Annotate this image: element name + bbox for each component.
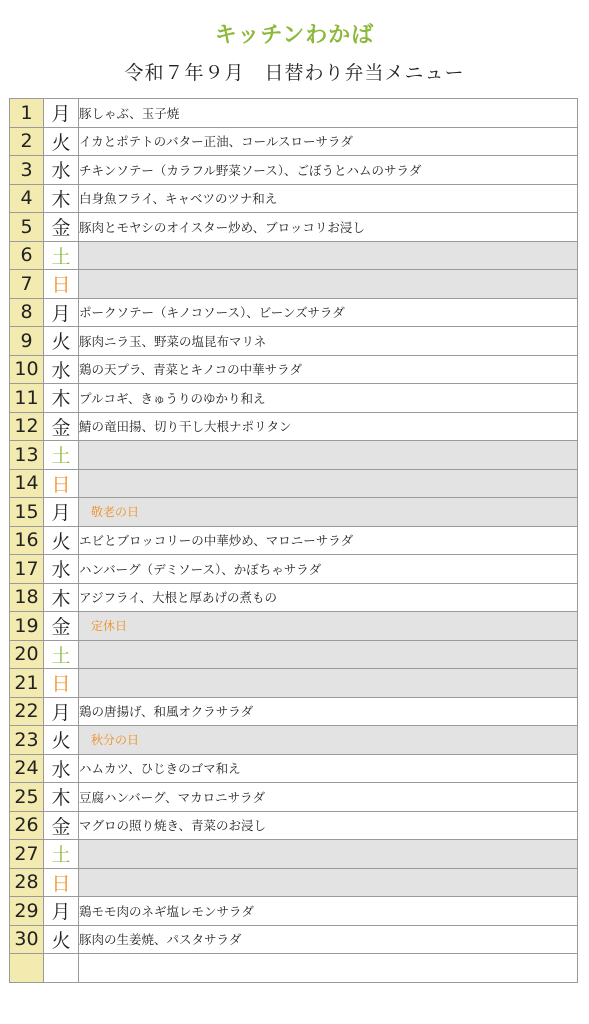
date-number: 5 bbox=[10, 213, 44, 242]
menu-row bbox=[10, 184, 578, 213]
menu-row bbox=[10, 555, 578, 584]
menu-row bbox=[10, 925, 578, 954]
monthly-menu-table bbox=[9, 98, 578, 983]
menu-item bbox=[79, 270, 578, 299]
menu-row bbox=[10, 241, 578, 270]
date-number: 11 bbox=[10, 384, 44, 413]
date-number: 25 bbox=[10, 783, 44, 812]
weekday bbox=[44, 954, 79, 983]
holiday-note: 定休日 bbox=[79, 612, 578, 641]
weekday: 水 bbox=[44, 156, 79, 185]
menu-title: 令和７年９月 日替わり弁当メニュー bbox=[124, 62, 465, 84]
weekday: 火 bbox=[44, 526, 79, 555]
date-number: 10 bbox=[10, 355, 44, 384]
menu-row bbox=[10, 783, 578, 812]
weekday: 土 bbox=[44, 241, 79, 270]
menu-row bbox=[10, 355, 578, 384]
menu-item bbox=[79, 840, 578, 869]
menu-row bbox=[10, 754, 578, 783]
date-number: 9 bbox=[10, 327, 44, 356]
menu-row bbox=[10, 469, 578, 498]
holiday-note: 秋分の日 bbox=[79, 726, 578, 755]
weekday: 水 bbox=[44, 355, 79, 384]
date-number bbox=[10, 954, 44, 983]
date-number: 28 bbox=[10, 868, 44, 897]
menu-item: 豚肉ニラ玉、野菜の塩昆布マリネ bbox=[79, 327, 578, 356]
weekday: 月 bbox=[44, 897, 79, 926]
menu-row bbox=[10, 897, 578, 926]
date-number: 20 bbox=[10, 640, 44, 669]
date-number: 3 bbox=[10, 156, 44, 185]
menu-item: ハムカツ、ひじきのゴマ和え bbox=[79, 754, 578, 783]
weekday: 月 bbox=[44, 498, 79, 527]
holiday-note: 敬老の日 bbox=[79, 498, 578, 527]
menu-item bbox=[79, 954, 578, 983]
weekday: 木 bbox=[44, 783, 79, 812]
menu-item bbox=[79, 669, 578, 698]
menu-item: ハンバーグ（デミソース）、かぼちゃサラダ bbox=[79, 555, 578, 584]
menu-row bbox=[10, 526, 578, 555]
menu-row bbox=[10, 954, 578, 983]
menu-row bbox=[10, 412, 578, 441]
menu-row bbox=[10, 384, 578, 413]
weekday: 月 bbox=[44, 99, 79, 128]
weekday: 水 bbox=[44, 555, 79, 584]
menu-item bbox=[79, 868, 578, 897]
weekday: 日 bbox=[44, 868, 79, 897]
weekday: 金 bbox=[44, 612, 79, 641]
date-number: 27 bbox=[10, 840, 44, 869]
weekday: 火 bbox=[44, 726, 79, 755]
menu-item: プルコギ、きゅうりのゆかり和え bbox=[79, 384, 578, 413]
weekday: 金 bbox=[44, 412, 79, 441]
date-number: 6 bbox=[10, 241, 44, 270]
menu-row bbox=[10, 583, 578, 612]
weekday: 金 bbox=[44, 811, 79, 840]
menu-row bbox=[10, 127, 578, 156]
menu-item: 豚肉とモヤシのオイスター炒め、ブロッコリお浸し bbox=[79, 213, 578, 242]
menu-row bbox=[10, 270, 578, 299]
menu-item bbox=[79, 241, 578, 270]
menu-row bbox=[10, 213, 578, 242]
menu-row bbox=[10, 811, 578, 840]
menu-row bbox=[10, 99, 578, 128]
weekday: 木 bbox=[44, 184, 79, 213]
menu-table-body bbox=[10, 99, 578, 983]
menu-item: 豆腐ハンバーグ、マカロニサラダ bbox=[79, 783, 578, 812]
menu-row bbox=[10, 868, 578, 897]
menu-item: マグロの照り焼き、青菜のお浸し bbox=[79, 811, 578, 840]
menu-row bbox=[10, 612, 578, 641]
date-number: 8 bbox=[10, 298, 44, 327]
date-number: 7 bbox=[10, 270, 44, 299]
weekday: 木 bbox=[44, 583, 79, 612]
menu-item: 豚肉の生姜焼、パスタサラダ bbox=[79, 925, 578, 954]
date-number: 2 bbox=[10, 127, 44, 156]
weekday: 木 bbox=[44, 384, 79, 413]
weekday: 金 bbox=[44, 213, 79, 242]
date-number: 18 bbox=[10, 583, 44, 612]
menu-item bbox=[79, 469, 578, 498]
menu-item: 鯖の竜田揚、切り干し大根ナポリタン bbox=[79, 412, 578, 441]
shop-name: キッチンわかば bbox=[214, 23, 375, 48]
date-number: 17 bbox=[10, 555, 44, 584]
date-number: 30 bbox=[10, 925, 44, 954]
weekday: 月 bbox=[44, 298, 79, 327]
date-number: 13 bbox=[10, 441, 44, 470]
date-number: 12 bbox=[10, 412, 44, 441]
weekday: 月 bbox=[44, 697, 79, 726]
weekday: 火 bbox=[44, 327, 79, 356]
menu-row bbox=[10, 840, 578, 869]
menu-item: ポークソテー（キノコソース）、ビーンズサラダ bbox=[79, 298, 578, 327]
weekday: 火 bbox=[44, 925, 79, 954]
menu-item: アジフライ、大根と厚あげの煮もの bbox=[79, 583, 578, 612]
date-number: 15 bbox=[10, 498, 44, 527]
menu-row bbox=[10, 298, 578, 327]
date-number: 22 bbox=[10, 697, 44, 726]
date-number: 21 bbox=[10, 669, 44, 698]
weekday: 日 bbox=[44, 270, 79, 299]
menu-row bbox=[10, 697, 578, 726]
weekday: 水 bbox=[44, 754, 79, 783]
menu-item: エビとブロッコリーの中華炒め、マロニーサラダ bbox=[79, 526, 578, 555]
date-number: 26 bbox=[10, 811, 44, 840]
menu-item: 鶏モモ肉のネギ塩レモンサラダ bbox=[79, 897, 578, 926]
date-number: 29 bbox=[10, 897, 44, 926]
menu-item bbox=[79, 441, 578, 470]
menu-row bbox=[10, 640, 578, 669]
menu-item: 鶏の天プラ、青菜とキノコの中華サラダ bbox=[79, 355, 578, 384]
menu-item bbox=[79, 640, 578, 669]
date-number: 19 bbox=[10, 612, 44, 641]
menu-item: チキンソテー（カラフル野菜ソース）、ごぼうとハムのサラダ bbox=[79, 156, 578, 185]
date-number: 24 bbox=[10, 754, 44, 783]
date-number: 16 bbox=[10, 526, 44, 555]
menu-row bbox=[10, 441, 578, 470]
menu-item: 鶏の唐揚げ、和風オクラサラダ bbox=[79, 697, 578, 726]
date-number: 1 bbox=[10, 99, 44, 128]
weekday: 日 bbox=[44, 469, 79, 498]
weekday: 土 bbox=[44, 840, 79, 869]
menu-row bbox=[10, 669, 578, 698]
menu-row bbox=[10, 327, 578, 356]
weekday: 土 bbox=[44, 441, 79, 470]
menu-item: 豚しゃぶ、玉子焼 bbox=[79, 99, 578, 128]
menu-row bbox=[10, 156, 578, 185]
menu-item: 白身魚フライ、キャベツのツナ和え bbox=[79, 184, 578, 213]
weekday: 火 bbox=[44, 127, 79, 156]
menu-item: イカとポテトのバター正油、コールスローサラダ bbox=[79, 127, 578, 156]
menu-row bbox=[10, 498, 578, 527]
weekday: 日 bbox=[44, 669, 79, 698]
menu-row bbox=[10, 726, 578, 755]
weekday: 土 bbox=[44, 640, 79, 669]
date-number: 4 bbox=[10, 184, 44, 213]
date-number: 14 bbox=[10, 469, 44, 498]
date-number: 23 bbox=[10, 726, 44, 755]
